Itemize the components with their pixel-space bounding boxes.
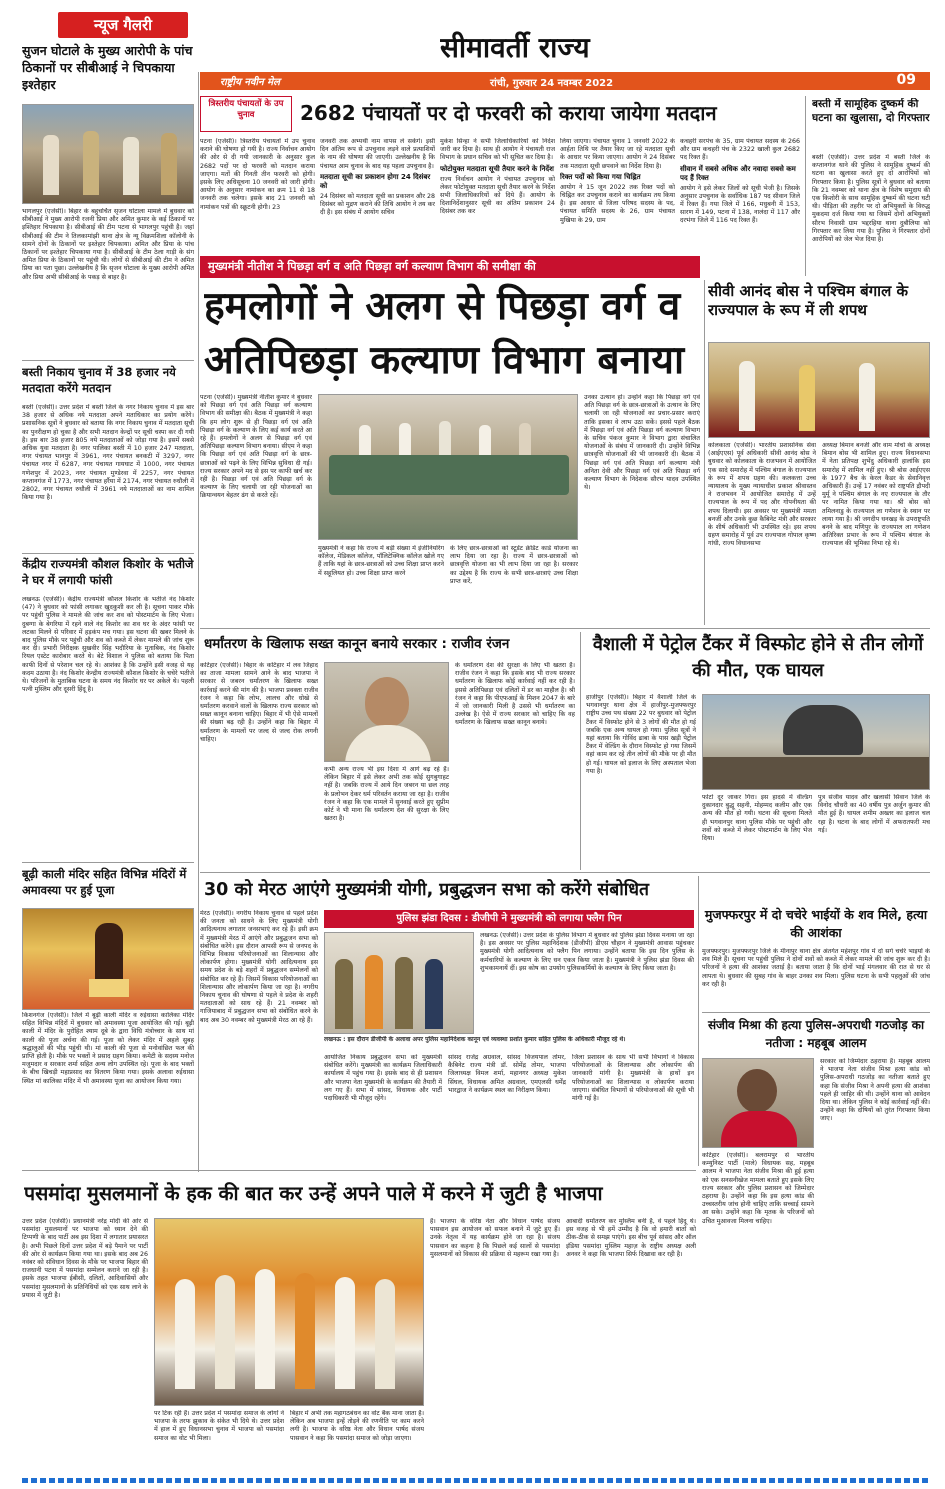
nitish-col3: के लिए छात्र-छात्राओं को स्टूडेंट क्रेडिट कार्ड योजना का लाभ दिया जा रहा है। राज्य में छात्र-छात्राओं को छात्रवृत्ति योजना का भी लाभ दिया जा रहा है। सरकार का उद्देश्य है कि राज्य के सभी छात्र-छात्राएं उच्च शिक्षा प्राप्त करें, (450, 545, 578, 585)
temple-puja-photo (22, 908, 194, 1010)
nitish-kicker: मुख्यमंत्री नीतीश ने पिछड़ा वर्ग व अति पिछड़ा वर्ग कल्याण विभाग की समीक्षा की (200, 256, 700, 278)
sanjeev-headline: संजीव मिश्रा की हत्या पुलिस-अपराधी गठजोड़ का नतीजा : महबूब आलम (707, 1018, 925, 1050)
panchayat-col2-subhead: मतदाता सूची का प्रकाशन होगा 24 दिसंबर को (320, 172, 431, 190)
yogi-col4: जिला प्रशासन के साथ भी सभी विभागों ने विकास परियोजनाओं के शिलान्यास और लोकार्पण की जानकारी मांगी है। मुख्यमंत्री के हाथों इन परियोजनाओं का शिलान्यास व लोकार्पण कराया जाएगा। संबंधित विभागों से परियोजनाओं की सूची भी मांगी गई है। (572, 1054, 694, 1103)
bose-oath-photo (708, 342, 930, 438)
pasmanda-col3: बिहार में अभी तक महागठबंधन का वोट बैंक माना जाता है। लेकिन अब भाजपा इन्हें तोड़ने की रणनीति पर काम करने लगी है। भाजपा के वरिष्ठ नेता और विधान पार्षद संजय पासवान ने कहा कि पसमांदा समाज को जोड़ा जाएगा। (290, 1410, 424, 1442)
panchayat-col2: जनवरी तक अभ्यर्थी नाम वापस ले सकेंगे। इसी दिन अंतिम रूप से उपचुनाव लड़ने वाले प्रत्याशियों के नाम की घोषणा की जाएगी। उल्लेखनीय है कि पंचायत आम चुनाव के बाद यह पहला उपचुनाव है। (320, 138, 435, 170)
gallery-story3-headline: केंद्रीय राज्यमंत्री कौशल किशोर के भतीजे ने घर में लगायी फांसी (22, 557, 194, 587)
police-caption: लखनऊ : इस दौरान डीजीपी के अलावा अपर पुलिस महानिदेशक कानून एवं व्यवस्था प्रशांत कुमार सहित पुलिस के अधिकारी मौजूद रहे थे। (324, 1036, 626, 1043)
yogi-col1: मेरठ (एजेंसी)। नगरीय निकाय चुनाव से पहले प्रदेश की जनता को साधने के लिए मुख्यमंत्री योगी आदित्यनाथ लगातार जनसभाएं कर रहे हैं। इसी क्रम में मुख्यमंत्री मेरठ में आएंगे और प्रबुद्धजन सभा को संबोधित करेंगे। इस दौरान आपसी रूप से जनपद के विभिन्न विकास परियोजनाओं का शिलान्यास और लोकार्पण होगा। मुख्यमंत्री योगी आदित्यनाथ इस समय प्रदेश के बड़े शहरों में प्रबुद्धजन सम्मेलनों को संबोधित कर रहे हैं। जिसमें विकास परियोजनाओं का शिलान्यास और लोकार्पण किया जा रहा है। नगरीय निकाय चुनाव की घोषणा से पहले वे प्रदेश के शहरी मतदाताओं को साध रहे हैं। 21 नवम्बर को गाजियाबाद में प्रबुद्धजन सभा को संबोधित करने के बाद अब 30 नवम्बर को मुख्यमंत्री मेरठ आ रहे हैं। (200, 910, 318, 1024)
panchayat-kicker: त्रिस्तरीय पंचायतों के उप चुनाव (200, 96, 292, 132)
panchayat-col3b: राज्य निर्वाचन आयोग ने पंचायत उपचुनाव को लेकर फोटोयुक्त मतदाता सूची तैयार करने के निर्देश सभी जिलाधिकारियों को दिये हैं। आयोग के दिशानिर्देशानुसार सूची का अंतिम प्रकाशन 24 दिसंबर तक कर (440, 175, 555, 216)
gallery-story2-headline: बस्ती निकाय चुनाव में 38 हजार नये मतदाता करेंगे मतदान (22, 365, 176, 395)
nitish-meeting-photo (318, 394, 578, 540)
police-body: लखनऊ (एजेंसी)। उत्तर प्रदेश के पुलिस विभाग में बुधवार को पुलिस झंडा दिवस मनाया जा रहा है। इस अवसर पर पुलिस महानिदेशक (डीजीपी) डीएस चौहान ने मुख्यमंत्री आवास पहुंचकर मुख्यमंत्री योगी आदित्यनाथ को फ्लैग पिन लगाया। उन्होंने बताया कि इस दिन पुलिस के कर्मचारियों के कल्याण के लिए धन एकत्र किया जाता है। मुख्यमंत्री ने पुलिस झंडा दिवस की शुभकामनायें दीं। इस कोष का उपयोग पुलिसकर्मियों के कल्याण के लिए किया जाता है। (480, 932, 694, 972)
panchayat-col4-subhead: रिक्त पदों को किया गया चिह्नित (560, 172, 641, 181)
gallery-story1-body: भागलपुर (एजेंसी)। बिहार के बहुचर्चित सृजन घोटाला मामले में बुधवार को सीबीआई ने मुख्य आरोपी रजनी प्रिया और अमित कुमार के कई ठिकानों पर इश्तिहार चिपकाया है। सीबीआई की टीम पटना से भागलपुर पहुंची है। जहां सीबीआई की टीम ने तिलकामांझी थाना क्षेत्र के न्यू विक्रमशिला कॉलोनी के सामने दोनों के ठिकानों पर इश्तेहार चिपकाया। अमित और प्रिया के पांच ठिकानों पर इश्तेहार चिपकाया गया है। सीबीआई के टीम ठेला गाड़ी के संग अमित प्रिया के ठिकानों पर पहुंची थी। लोगों से सीबीआई की टीम ने अमित प्रिया का पता पूछा। उल्लेखनीय है कि सृजन घोटाला के मुख्य आरोपी अमित और प्रिया अभी सीबीआई के पकड़ से बाहर है। (22, 208, 194, 281)
pasmanda-headline: पसमांदा मुसलमानों के हक की बात कर उन्हें अपने पाले में करने में जुटी है भाजपा (24, 1182, 603, 1205)
panchayat-col4b: आयोग ने 15 जून 2022 तक रिक्त पदों को चिह्नित कर उपचुनाव कराने का कार्यक्रम तय किया है। इस आधार से जिला परिषद सदस्य के पद, पंचायत समिति सदस्य के 26, ग्राम पंचायत मुखिया के 29, ग्राम (560, 183, 675, 224)
panchayat-col3-subhead: फोटोयुक्त मतदाता सूची तैयार करने के निर्देश (440, 164, 554, 173)
nitish-headline: हमलोगों ने अलग से पिछड़ा वर्ग व अतिपिछड़ा कल्याण विभाग बनाया (204, 284, 685, 383)
gallery-story1-headline: सुजन घोटाले के मुख्य आरोपी के पांच ठिकानों पर सीबीआई ने चिपकाया इश्तेहार (22, 43, 193, 92)
panchayat-col5: कचहरी सरपंच के 35, ग्राम पंचायत सदस्य के 266 और ग्राम कचहरी पंच के 2322 खाली कुल 2682 पद रिक्त हैं। (680, 138, 800, 162)
panchayat-col5b: आयोग ने इसे लेकर जिलों को सूची भेजी है। जिसके अनुसार उपचुनाव के सर्वाधिक 187 पद सीवान जिले में रिक्त हैं। गया जिले में 166, मधुबनी में 153, सारण में 149, पटना में 138, नालंदा में 117 और दरभंगा जिले में 116 पद रिक्त हैं। (680, 184, 800, 225)
nitish-col4: उनका उत्थान हो। उन्होंने कहा कि पिछड़ा वर्ग एवं अति पिछड़ा वर्ग के छात्र-छात्राओं के उत्थान के लिए चलायी जा रही योजनाओं का प्रचार-प्रसार कराएं ताकि इसका वे लाभ उठा सकें। इससे पहले बैठक में पिछड़ा वर्ग एवं अति पिछड़ा वर्ग कल्याण विभाग के सचिव पंकज कुमार ने विभाग द्वारा संचालित योजनाओं के संबंध में जानकारी दी। उन्होंने विभिन्न छात्रवृत्ति योजनाओं की भी जानकारी दी। बैठक में पिछड़ा वर्ग एवं अति पिछड़ा वर्ग कल्याण मंत्री अनिता देवी और पिछड़ा वर्ग एवं अति पिछड़ा वर्ग कल्याण विभाग के निदेशक सौरभ यादव उपस्थित थे। (584, 394, 700, 492)
rajeev-ranjan-photo (324, 662, 449, 762)
yogi-headline: 30 को मेरठ आएंगे मुख्यमंत्री योगी, प्रबुद्धजन सभा को करेंगे संबोधित (204, 880, 650, 900)
vaishali-headline: वैशाली में पेट्रोल टैंकर में विस्फोट होने से तीन लोगों की मौत, एक घायल (592, 634, 924, 681)
panchayat-col2b: 24 दिसंबर को मतदाता सूची का प्रकाशन और 28 दिसंबर को मुद्रण कराने की तिथि आयोग ने तय कर दी है। इस संबंध में आयोग सचिव (320, 192, 435, 217)
conversion-col2: कभी अन्य राज्य भी इस दिशा में आगे बढ़ रहे हैं। लेकिन बिहार में इसे लेकर अभी तक कोई सुगबुगाहट नहीं है। जबकि राज्य में आये दिन जबरन या छल तरह के प्रलोभन देकर धर्म परिवर्तन कराया जा रहा है। राजीव रंजन ने कहा कि एक मामले में सुनवाई करते हुए सुप्रीम कोर्ट ने भी माना कि धर्मांतरण देश की सुरक्षा के लिए खतरा है। (324, 766, 449, 823)
bose-col1: कोलकाता (एजेंसी)। भारतीय प्रशासनिक सेवा (आईएएस) पूर्व अधिकारी सीवी आनंद बोस ने बुधवार को कोलकाता के राजभवन में आयोजित एक सादे समारोह में पश्चिम बंगाल के राज्यपाल के रूप में शपथ ग्रहण की। कलकत्ता उच्च न्यायालय के मुख्य न्यायाधीश प्रकाश श्रीवास्तव ने राजभवन में आयोजित समारोह में उन्हें राज्यपाल के रूप में पद और गोपनीयता की शपथ दिलायी। इस अवसर पर मुख्यमंत्री ममता बनर्जी और उनके कुछ कैबिनेट मंत्री और सरकार के शीर्ष अधिकारी भी उपस्थित रहे। इस शपथ ग्रहण समारोह में पूर्व उप राज्यपाल गोपाल कृष्ण गांधी, राज्य विधानसभा (708, 442, 816, 548)
pasmanda-col4: है। भाजपा के वरिष्ठ नेता और विधान पार्षद संजय पासवान इस आयोजन को सफल बनाने में जुटे हुए हैं। उनके नेतृत्व में यह कार्यक्रम होने जा रहा है। संजय पासवान का कहना है कि पिछले कई सालों से पसमांदा मुसलमानों को विकास की प्रक्रिया से महरूम रखा गया है। (430, 1218, 560, 1258)
pasmanda-col2: पर टिक रही हैं। उत्तर प्रदेश में पसमांदा समाज के लोगों ने भाजपा के तरफ झुकाव के संकेत भी दिये थे। उत्तर प्रदेश में हाल में हुए विधानसभा चुनाव में भाजपा को पसमांदा समाज का वोट भी मिला। (154, 1410, 284, 1442)
pasmanda-col5: आबादी धर्मांतरण कर मुस्लिम बनी है, वे पहले हिंदू थे। इस वजह से भी हमें उम्मीद है कि वो हमारी बातों को ठीक-ठीक से समझ पाएंगे। इस बीच पूर्व सांसद और ऑल इंडिया पसमांदा मुस्लिम महाज़ के राष्ट्रीय अध्यक्ष अली अनवर ने कहा कि भाजपा सिर्फ दिखावा कर रही है। (566, 1218, 696, 1258)
yogi-col2: आयोजित निकाय प्रबुद्धजन सभा को मुख्यमंत्री संबोधित करेंगे। मुख्यमंत्री का कार्यक्रम जिलाधिकारी कार्यालय में पहुंच गया है। इसके बाद से ही प्रशासन और भाजपा नेता मुख्यमंत्री के कार्यक्रम की तैयारी में लग गए हैं। सभा में सांसद, विधायक और पार्टी पदाधिकारी भी मौजूद रहेंगे। (324, 1054, 442, 1103)
bose-headline: सीवी आनंद बोस ने पश्चिम बंगाल के राज्यपाल के रूप में ली शपथ (708, 282, 908, 319)
sanjeev-col1: सरकार को जिम्मेदार ठहराया है। महबूब आलम ने भाजपा नेता संजीव मिश्रा हत्या कांड को पुलिस-अपराधी गठजोड़ का नतीजा बताते हुए कहा कि संजीव मिश्रा ने अपनी हत्या की आशंका पहले ही जाहिर की थी। उन्होंने थाना को आवेदन दिया था। लेकिन पुलिस ने कोई कार्रवाई नहीं की। उन्होंने कहा कि दोषियों को तुरंत गिरफ्तार किया जाए। (820, 1058, 930, 1123)
muzaffarpur-body: मुजफ्फरपुर। मुजफ्फरपुर जिले के मीनापुर थाना क्षेत्र अंतर्गत महेशपुर गांव में दो सगे चचेरे भाइयों के शव मिले हैं। सूचना पर पहुंची पुलिस ने दोनों शवों को कब्जे में लेकर मामले की जांच शुरू कर दी है। परिजनों ने हत्या की आशंका जताई है। बताया जाता है कि दोनों भाई मंगलवार की रात से घर से लापता थे। बुधवार की सुबह गांव के बाहर उनका शव मिला। पुलिस घटना के सभी पहलुओं की जांच कर रही है। (702, 948, 930, 988)
conversion-col3: के धर्मांतरण देश की सुरक्षा के लिए भी खतरा है। राजीव रंजन ने कहा कि इसके बाद भी राज्य सरकार धर्मांतरण के खिलाफ कोई कार्रवाई नहीं कर रही है। इससे अतिपिछड़ा एवं दलितों में डर का माहौल है। श्री रंजन ने कहा कि पीएफआई के मिशन 2047 के बारे में जो जानकारी मिली है उससे भी धर्मांतरण का उल्लेख है। ऐसे में राज्य सरकार को चाहिए कि वह धर्मांतरण के खिलाफ सख्त कानून बनाये। (455, 662, 575, 727)
bjp-rally-photo (154, 1218, 424, 1406)
news-gallery-label: न्यूज गैलरी (58, 12, 188, 38)
panchayat-col4: लिया जाएगा। पंचायत चुनाव 1 जनवरी 2022 के आर्हता तिथि पर तैयार किए जा रहे मतदाता सूची के आधार पर किया जाएगा। आयोग ने 24 दिसंबर तक मतदाता सूची छपवाने का निर्देश दिया है। (560, 138, 675, 170)
basti-body: बस्ती (एजेंसी)। उत्तर प्रदेश में बस्ती जिले के कप्तानगंज थाने की पुलिस ने सामूहिक दुष्कर्म की घटना का खुलासा करते हुए दो आरोपियों को गिरफ्तार किया है। पुलिस सूत्रों ने बुधवार को बताया कि 21 नवम्बर को थाना क्षेत्र के विशेष समुदाय की एक किशोरी के साथ सामूहिक दुष्कर्म की घटना घटी थी। पीड़िता की तहरीर पर दो अभियुक्तों के विरुद्ध मुकदमा दर्ज किया गया था जिसमें दोनों अभियुक्तों सौरभ निवासी ग्राम भद्दरहिया थाना दुबौलिया को गिरफ्तार कर लिया गया है। पुलिस ने गिरफ्तार दोनों आरोपियों को जेल भेज दिया है। (812, 154, 930, 244)
nitish-col2: मुख्यमंत्री ने कहा कि राज्य में बड़ी संख्या में इंजीनियरिंग कॉलेज, मेडिकल कॉलेज, पॉलिटेक्निक कॉलेज खोले गए हैं ताकि यहां के छात्र-छात्राओं को उच्च शिक्षा प्राप्त करने में सहूलियत हो। उच्च शिक्षा प्राप्त करने (318, 545, 444, 577)
pasmanda-col1: उत्तर प्रदेश (एजेंसी)। प्रधानमंत्री नरेंद्र मोदी की ओर से पसमांदा मुसलमानों पर भाजपा को ध्यान देने की टिप्पणी के बाद पार्टी अब इस दिशा में लगातार प्रयासरत है। अभी पिछले दिनों उत्तर प्रदेश में बड़े पैमाने पर पार्टी की ओर से कार्यक्रम किया गया था। इसके बाद अब 26 नवंबर को संविधान दिवस के मौके पर भाजपा बिहार की राजधानी पटना में पसमांदा सम्मेलन कराने जा रही है। इसके तहत भाजपा ईबीसी, दलितों, आदिवासियों और पसमांदा मुसलमानों के प्रतिनिधियों को एक साथ लाने के प्रयास में जुटी है। (22, 1218, 148, 1299)
vaishali-col3: पुत्र संजीव यादव और खलासी सिवान जिले के विनोद चौधरी का 40 वर्षीय पुत्र अर्जुन कुमार की मौत हुई है। घायल शमीम अख्तर का इलाज चल रहा है। घटना के बाद लोगों में अफरातफरी मच गई। (818, 794, 930, 834)
basti-headline: बस्ती में सामूहिक दुष्कर्म की घटना का खुलासा, दो गिरफ्तार (812, 98, 930, 124)
police-flag-photo (324, 932, 474, 1034)
section-title: सीमावर्ती राज्य (440, 31, 590, 64)
bose-col2: अध्यक्ष बिमान बनर्जी और वाम मोर्चा के अध्यक्ष बिमान बोस भी शामिल हुए। राज्य विधानसभा में नेता प्रतिपक्ष शुभेंदु अधिकारी हालांकि इस समारोह में शामिल नहीं हुए। श्री बोस आईएएस के 1977 बैच के केरल कैडर के सेवानिवृत्त अधिकारी हैं। उन्हें 17 नवंबर को राष्ट्रपति द्रौपदी मुर्मू ने पश्चिम बंगाल के नए राज्यपाल के तौर पर नामित किया गया था। श्री बोस को तमिलनाडु के राज्यपाल ला गणेशन के स्थान पर लाया गया है। श्री जगदीप धनखड़ के उपराष्ट्रपति बनने के बाद मणिपुर के राज्यपाल ला गणेशन अतिरिक्त प्रभार के रूप में पश्चिम बंगाल के राज्यपाल की भूमिका निभा रहे थे। (822, 442, 930, 548)
yogi-col3: सांसद राजेंद्र अग्रवाल, सांसद विजयपाल तोमर, कैबिनेट राज्य मंत्री डॉ. सोमेंद्र तोमर, भाजपा जिलाध्यक्ष विमल शर्मा, महानगर अध्यक्ष मुकेश सिंघल, विधायक अमित अग्रवाल, एमएलसी धर्मेंद्र भारद्वाज ने कार्यक्रम स्थल का निरीक्षण किया। (448, 1054, 566, 1094)
mahboob-alam-photo (702, 1058, 814, 1148)
vaishali-col2: फोटो दूर जाकर गिरा। इस हादसे में वेल्डिंग दुकानदार बुद्धू सहनी, मोहम्मद कलीम और एक अन्य की मौत हो गयी। घटना की सूचना मिलते ही भगवानपुर थाना पुलिस मौके पर पहुंची और शवों को कब्जे में लेकर पोस्टमार्टम के लिए भेज दिया। (702, 794, 812, 843)
footer-strip (22, 1478, 930, 1483)
dateline: रांची, गुरुवार 24 नवम्बर 2022 (490, 78, 614, 89)
sanjeev-col2: कटिहार (एजेंसी)। बलरामपुर से भारतीय कम्युनिस्ट पार्टी (माले) विधायक सह, महबूब आलम ने भाजपा नेता संजीव मिश्रा की हुई हत्या को एक सनसनीखेज मामला बताते हुए इसके लिए राज्य सरकार और पुलिस प्रशासन को जिम्मेदार ठहराया है। उन्होंने कहा कि इस हत्या कांड की उच्चस्तरीय जांच होनी चाहिए ताकि सच्चाई सामने आ सके। उन्होंने कहा कि मृतक के परिजनों को उचित मुआवजा मिलना चाहिए। (702, 1152, 814, 1225)
police-kicker: पुलिस झंडा दिवस : डीजीपी ने मुख्यमंत्री को लगाया फ्लैग पिन (324, 910, 694, 928)
nitish-col1: पटना (एजेंसी)। मुख्यमंत्री नीतीश कुमार ने बुधवार को पिछड़ा वर्ग एवं अति पिछड़ा वर्ग कल्याण विभाग की समीक्षा की। बैठक में मुख्यमंत्री ने कहा कि हम लोग शुरू से ही पिछड़ा वर्ग एवं अति पिछड़ा वर्ग के कल्याण के लिए कई कार्य करते आ रहे हैं। हमलोगों ने अलग से पिछड़ा वर्ग एवं अतिपिछड़ा कल्याण विभाग बनाया। सीएम ने कहा कि पिछड़ा वर्ग एवं अति पिछड़ा वर्ग के छात्र-छात्राओं को पढ़ने के लिए विभिन्न सुविधा दी गई। राज्य सरकार अपने मद से इस पर काफी खर्च कर रही है। पिछड़ा वर्ग एवं अति पिछड़ा वर्ग के कल्याण के लिए चलायी जा रही योजनाओं का क्रियान्वयन बेहतर ढंग से करते रहें। (200, 394, 312, 500)
header-bar (200, 72, 930, 90)
gallery-story3-body: लखनऊ (एजेंसी)। केंद्रीय राज्यमंत्री कौशल किशोर के भतीजे नंद किशोर (47) ने बुधवार को फांसी लगाकर खुदकुशी कर ली है। सूचना पाकर मौके पर पहुंची पुलिस ने मामले की जांच कर शव को पोस्टमार्टम के लिए भेजा। दुबग्गा के बेगरिया में रहने वाले नंद किशोर का शव घर के अंदर फांसी पर लटका मिलने से परिवार में हड़कंप मच गया। इस घटना की खबर मिलने के बाद पुलिस मौके पर पहुंची और शव को कब्जे में लेकर मामले की जांच शुरू कर दी। प्रभारी निरीक्षक सुखवीर सिंह भदौरिया के मुताबिक, नंद किशोर रियल एस्टेट कारोबार करते थे। बेटे विशाल ने पुलिस को बताया कि पिता काफी दिनों से परेशान चल रहे थे। आशंका है कि उन्होंने इसी वजह से यह कदम उठाया है। नंद किशोर केन्द्रीय राज्यमंत्री कौशल किशोर के चचेरे भतीजे थे। परिजनों के मुताबिक घटना के समय नंद किशोर घर पर अकेले थे। पहली पत्नी मुस्लिम और दूसरी हिंदू है। (22, 596, 194, 694)
muzaffarpur-headline: मुजफ्फरपुर में दो चचेरे भाईयों के शव मिले, हत्या की आशंका (704, 907, 928, 940)
tanker-blast-photo (702, 694, 930, 790)
panchayat-col3: मुकेश सिन्हा ने सभी जिलाधिकारियों को निर्देश जारी कर दिया है। साथ ही आयोग ने पंचायती राज विभाग के प्रधान सचिव को भी सूचित कर दिया है। (440, 138, 555, 162)
gallery-story4-headline: बूढ़ी काली मंदिर सहित विभिन्न मंदिरों में अमावस्या पर हुई पूजा (22, 867, 187, 897)
paper-name: राष्ट्रीय नवीन मेल (220, 77, 280, 88)
gallery-story4-body: किशनगंज (एजेंसी)। जिले में बूढ़ी काली मंदिर व रुईधासा कालिका मंदिर सहित विभिन्न मंदिरों में बुधवार को अमावस्या पूजा आयोजित की गई। बूढ़ी काली में मंदिर के पुरोहित श्याम दूबे के द्वारा विधि मंत्रोच्चार के साथ मां काली की पूजा अर्चना की गई। पूजा को लेकर मंदिर में अहले सुबह श्रद्धालुओं की भीड़ पहुंची थी। मां काली की पूजा से मनोवांछित फल की प्राप्ति होती है। मौके पर भक्तों ने प्रसाद ग्रहण किया। कमेटी के सदस्य मनोज मजुमदार व सरकार शर्मा सहित अन्य लोग उपस्थित रहे। पूजा के बाद भक्तों के बीच खिचड़ी महाप्रसाद का वितरण किया गया। इसके अलावा रुईधासा स्थित मां कालिका मंदिर में भी अमावस्या पूजा का आयोजन किया गया। (22, 1012, 194, 1085)
sujan-raid-photo (22, 104, 194, 204)
panchayat-headline: 2682 पंचायतों पर दो फरवरी को कराया जायेगा मतदान (300, 101, 717, 125)
conversion-col1: कटिहार (एजेंसी)। बिहार के कटिहार में लव जिहाद का ताजा मामला सामने आने के बाद भाजपा ने सरकार से जबरन धर्मांतरण के खिलाफ सख्त कार्रवाई करने की मांग की है। भाजपा प्रवक्ता राजीव रंजन ने कहा कि लोभ, लालच और धोखे से धर्मांतरण करवाने वालों के खिलाफ राज्य सरकार को सख्त कानून बनाना चाहिए। बिहार में भी ऐसे मामलों की संख्या बढ़ रही है। उन्होंने कहा कि बिहार में धर्मांतरण के मामलों पर जल्द से जल्द रोक लगनी चाहिए। (200, 662, 318, 743)
page-number: 09 (896, 72, 916, 88)
panchayat-col1: पटना (एजेंसी)। त्रिस्तरीय पंचायतों में उप चुनाव कराने की घोषणा हो गयी है। राज्य निर्वाचन आयोग की ओर से दी गयी जानकारी के अनुसार कुल 2682 पदों पर दो फरवरी को मतदान कराया जाएगा। मतों की गिनती तीन फरवरी को होगी। इसके लिए अधिसूचना 10 जनवरी को जारी होगी। आयोग के अनुसार नामांकन का क्रम 11 से 18 जनवरी तक चलेगा। इसके बाद 21 जनवरी को नामांकन पत्रों की स्क्रूटनी होगी। 23 (200, 138, 315, 211)
conversion-headline: धर्मांतरण के खिलाफ सख्त कानून बनाये सरकार : राजीव रंजन (204, 636, 510, 652)
panchayat-col5-subhead: सीवान में सबसे अधिक और नवादा सबसे कम पद हैं रिक्त (680, 164, 796, 182)
gallery-story2-body: बस्ती (एजेंसी)। उत्तर प्रदेश में बस्ती जिले के नगर निकाय चुनाव में इस बार 38 हजार से अधिक नये मतदाता अपने मताधिकार का प्रयोग करेंगे। प्रशासनिक सूत्रों ने बुधवार को बताया कि नगर निकाय चुनाव में मतदाता सूची का पुनरीक्षण हो चुका है और सभी मतदान केन्द्रों पर सूची चस्पा कर दी गयी है। इस बार 38 हजार 805 नये मतदाताओं को जोड़ा गया है। इसमें सबसे अधिक युवा मतदाता है। नगर पालिका बस्ती में 10 हजार 247 मतदाता, नगर पंचायत भानपुर में 3961, नगर पंचायत बनकटी में 3297, नगर पंचायत नगर में 6287, नगर पंचायत गायघाट में 1000, नगर पंचायत गणेशपुर में 2023, नगर पंचायत मुण्डेरवा में 2257, नगर पंचायत कप्तानगंज में 1773, नगर पंचायत हर्रैया में 2174, नगर पंचायत रुधौली में 2802, नगर पंचायत रुधौली में 3961 नये मतदाताओं का नाम शामिल किया गया है। (22, 404, 194, 502)
vaishali-col1: हाजीपुर (एजेंसी)। बिहार में वैशाली जिले के भगवानपुर थाना क्षेत्र में हाजीपुर-मुजफ्फरपुर राष्ट्रीय उच्च पथ संख्या 22 पर बुधवार को पेट्रोल टैंकर में विस्फोट होने से 3 लोगों की मौत हो गई जबकि एक अन्य घायल हो गया। पुलिस सूत्रों ने यहां बताया कि गोविंद ढाबा के पास खड़ी पेट्रोल टैंकर में वेल्डिंग के दौरान विस्फोट हो गया जिसमें वहां काम कर रहे तीन लोगों की मौके पर ही मौत हो गई। घायल को इलाज के लिए अस्पताल भेजा गया है। (586, 694, 696, 775)
